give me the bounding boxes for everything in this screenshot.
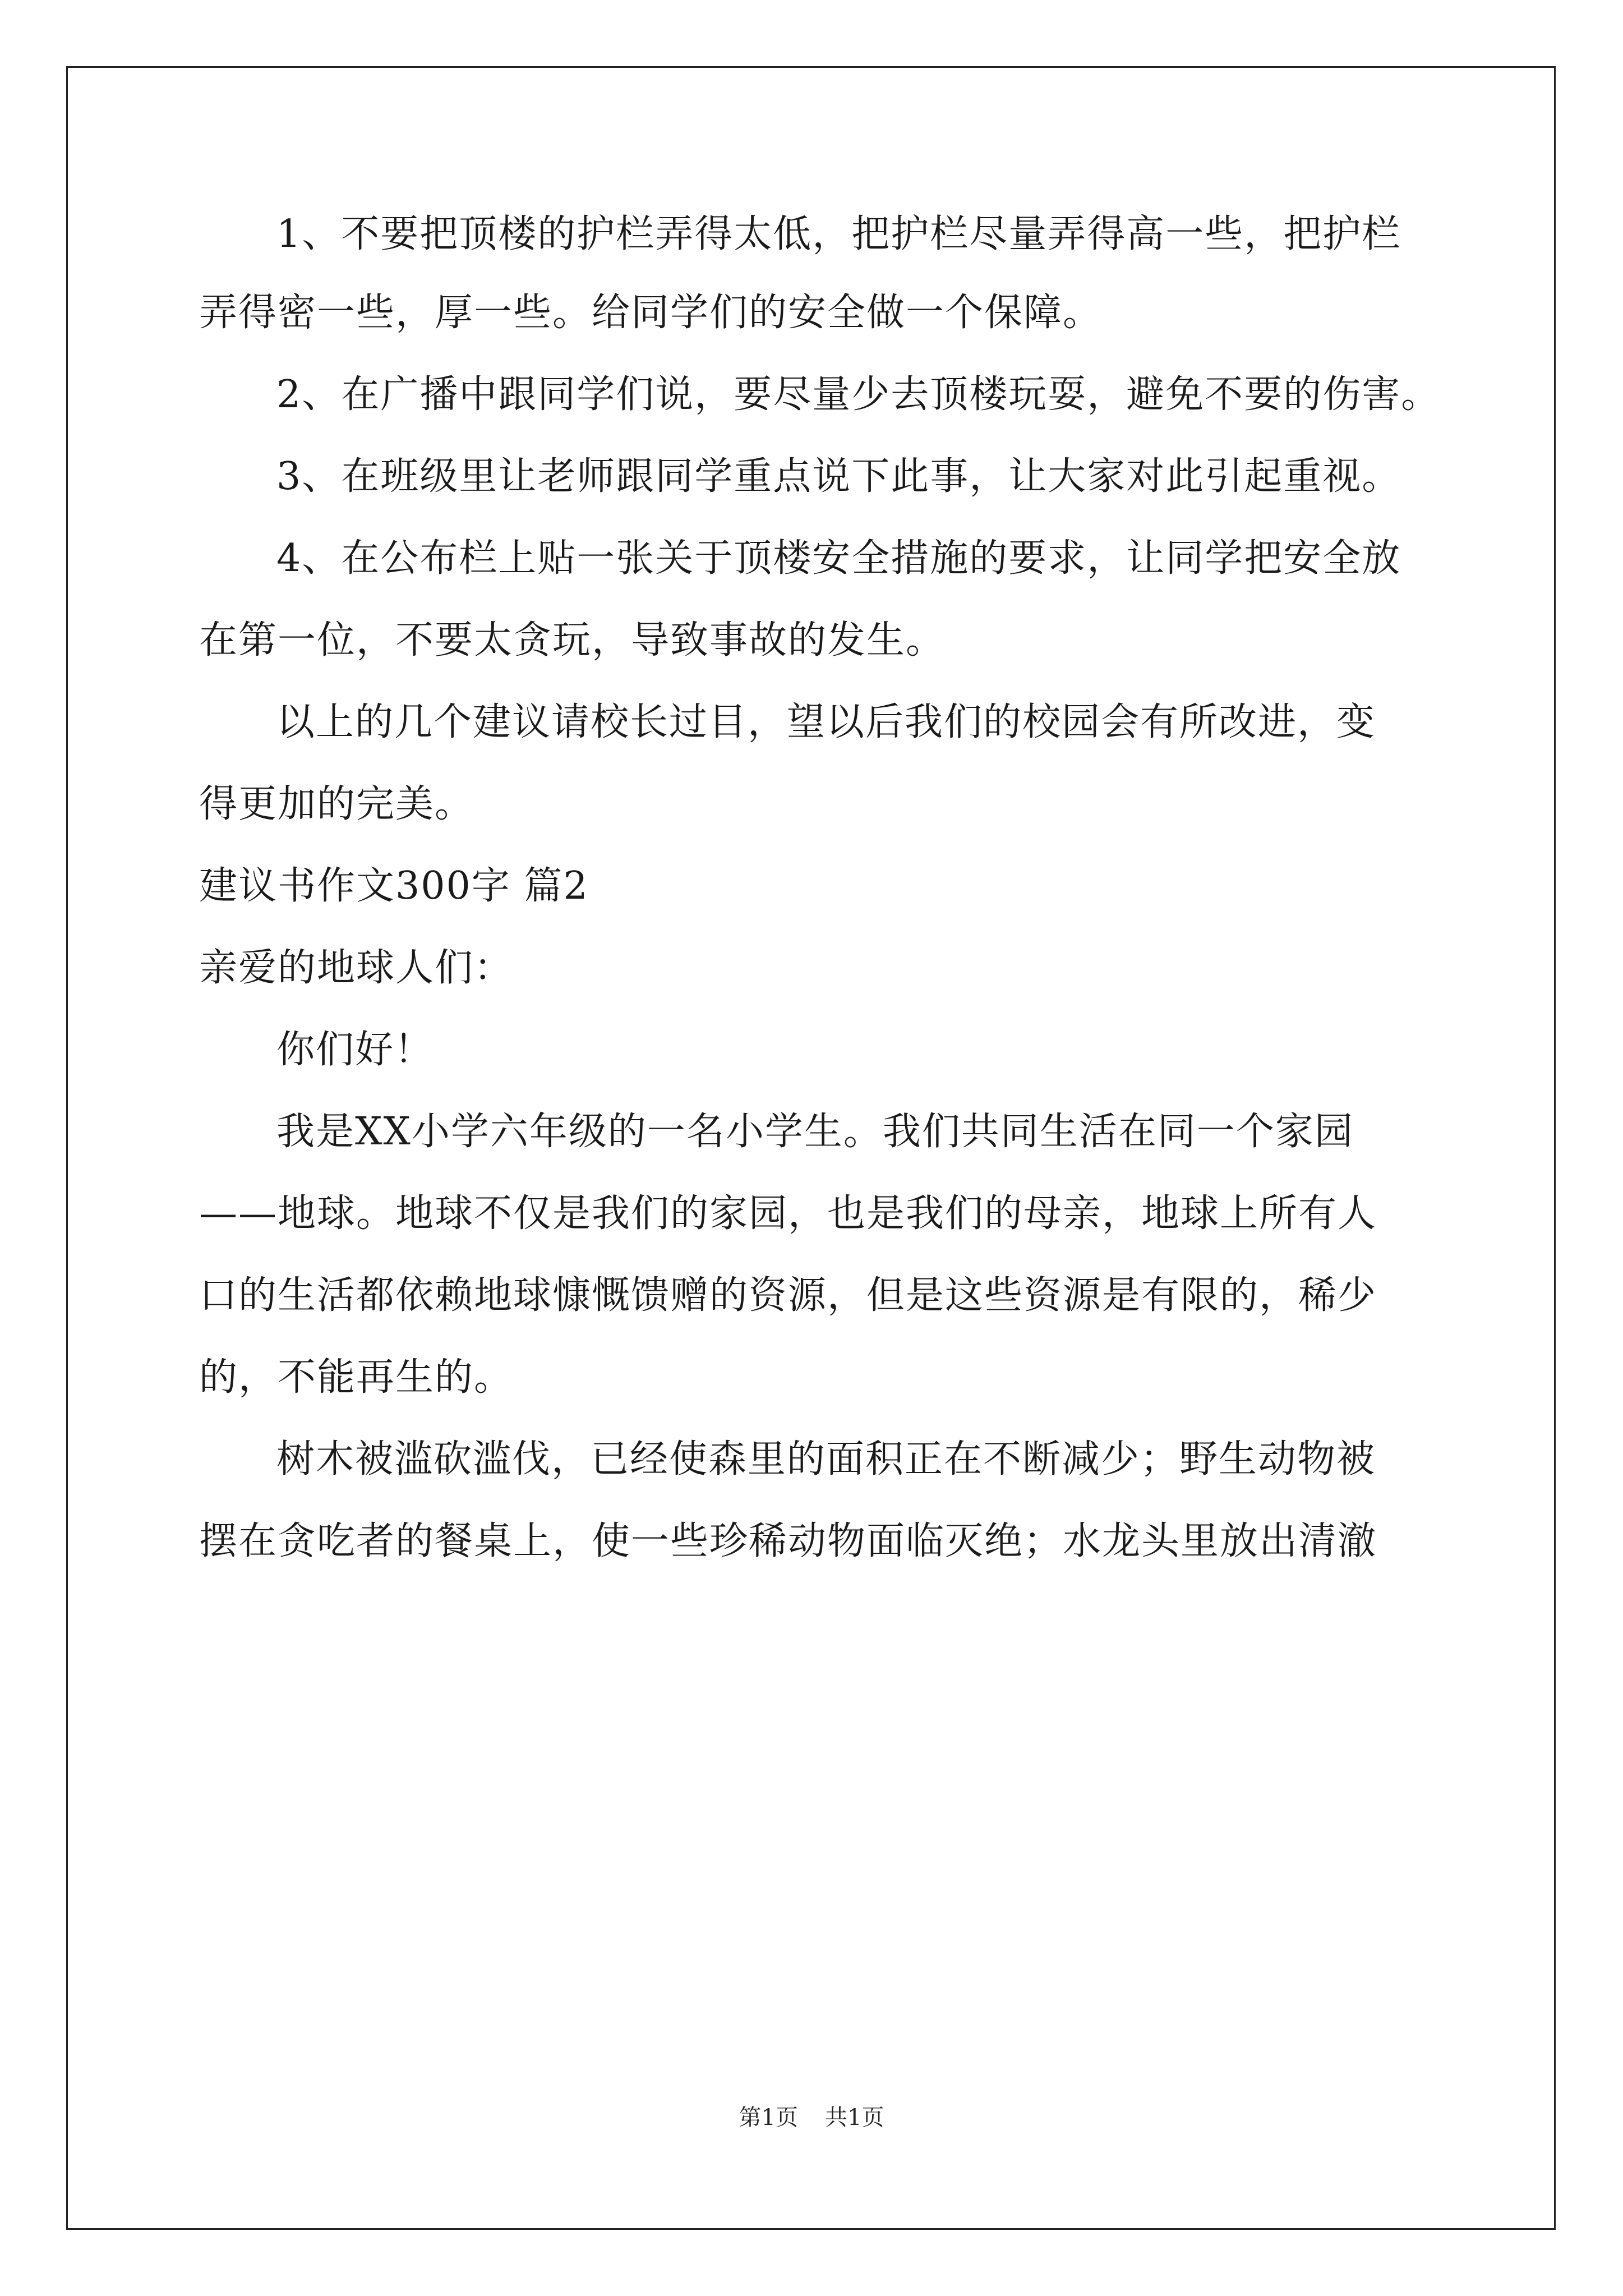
paragraph-line: 在第一位，不要太贪玩，导致事故的发生。 <box>199 618 946 662</box>
page-total: 共1页 <box>825 2105 884 2131</box>
paragraph-line: 2、在广播中跟同学们说，要尽量少去顶楼玩耍，避免不要的伤害。 <box>276 372 1441 417</box>
paragraph-line: 以上的几个建议请校长过目，望以后我们的校园会有所改进，变 <box>276 700 1376 744</box>
page-number: 第1页 <box>739 2105 798 2131</box>
paragraph-line: 1、不要把顶楼的护栏弄得太低，把护栏尽量弄得高一些，把护栏 <box>276 212 1401 256</box>
paragraph-line: 的，不能再生的。 <box>199 1355 514 1400</box>
salutation: 亲爱的地球人们： <box>199 946 514 990</box>
paragraph-line: 得更加的完美。 <box>199 782 474 826</box>
paragraph-line: ——地球。地球不仅是我们的家园，也是我们的母亲，地球上所有人 <box>199 1191 1377 1236</box>
paragraph-line: 4、在公布栏上贴一张关于顶楼安全措施的要求，让同学把安全放 <box>276 536 1401 581</box>
section-heading: 建议书作文300字 篇2 <box>199 864 589 908</box>
paragraph-line: 我是XX小学六年级的一名小学生。我们共同生活在同一个家园 <box>276 1110 1354 1154</box>
page-footer <box>0 2101 1623 2134</box>
greeting: 你们好！ <box>276 1028 434 1072</box>
paragraph-line: 树木被滥砍滥伐，已经使森里的面积正在不断减少；野生动物被 <box>276 1437 1376 1481</box>
paragraph-line: 弄得密一些，厚一些。给同学们的安全做一个保障。 <box>199 291 1103 335</box>
paragraph-line: 3、在班级里让老师跟同学重点说下此事，让大家对此引起重视。 <box>276 454 1401 499</box>
paragraph-line: 摆在贪吃者的餐桌上，使一些珍稀动物面临灭绝；水龙头里放出清澈 <box>199 1519 1377 1563</box>
paragraph-line: 口的生活都依赖地球慷慨馈赠的资源，但是这些资源是有限的，稀少 <box>199 1273 1377 1318</box>
